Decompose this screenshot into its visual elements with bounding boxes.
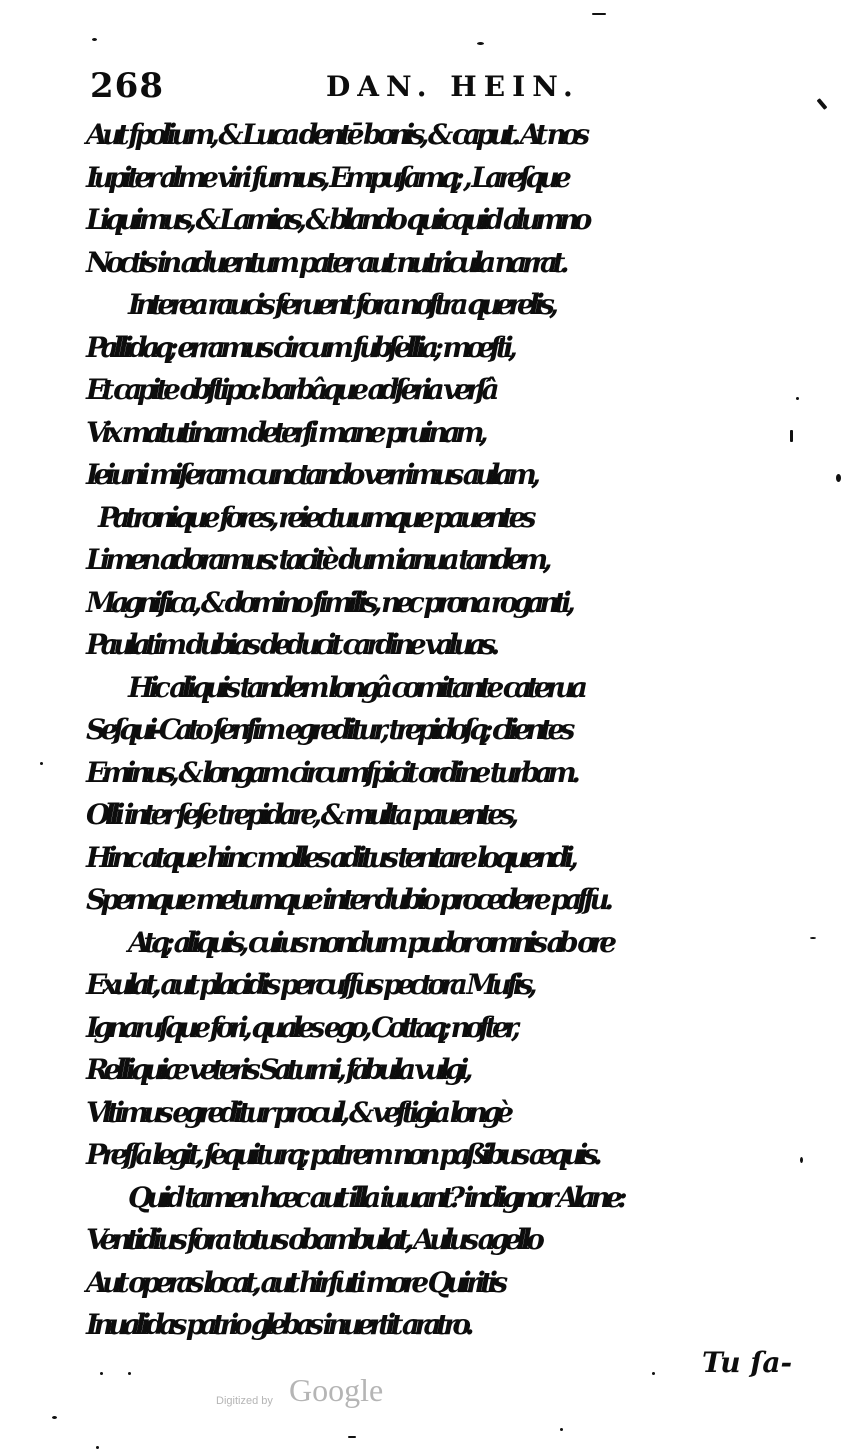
verse-line: Vltimus egreditur procul, & veſtigia longè xyxy=(86,1095,509,1129)
verse-line: Hinc atque hinc molles aditus tentare loquendi, xyxy=(86,840,574,874)
scan-speck xyxy=(560,1428,563,1431)
verse-line: Et capite obſtipo: barbâque adſeria verſâ xyxy=(86,373,494,406)
scan-speck xyxy=(52,1416,57,1419)
verse-line: Atq; aliquis, cuius nondum pudor omnis ab ore xyxy=(128,925,612,959)
scan-speck xyxy=(100,1372,103,1375)
verse-line: Pallidaq; erramus circum ſubſellia; mœſti, xyxy=(86,330,513,364)
page-header xyxy=(90,66,810,110)
verse-line: Preſſa legit, ſequiturq; patrem non paßibus æquis. xyxy=(86,1138,598,1171)
verse-line: Interea raucis feruent fora noſtra querelis, xyxy=(128,288,554,321)
verse-line: Inualidas patrio glebas inuertit aratro. xyxy=(86,1308,469,1341)
scan-speck xyxy=(796,397,799,400)
verse-line: Ieiuni miſeram cunctando verrimus aulam, xyxy=(86,458,536,491)
verse-line: Olli inter ſeſe trepidare, & multa pauentes, xyxy=(86,798,514,831)
scan-speck xyxy=(96,1446,99,1449)
scan-speck xyxy=(128,1372,131,1375)
scan-speck xyxy=(477,42,484,45)
verse-line: Paulatim dubias deducit cardine valuas. xyxy=(86,628,495,661)
verse-line: Seſqui-Cato ſenſim egreditur, trepidoſq; clientes xyxy=(86,713,570,746)
scan-speck xyxy=(92,38,97,41)
watermark-logo: Google xyxy=(289,1372,384,1408)
verse-line: Hic aliquis tandem longâ comitante caterua xyxy=(128,670,583,704)
scan-speck xyxy=(652,1372,655,1375)
page-number: 268 xyxy=(90,66,164,106)
digitization-watermark xyxy=(216,1372,406,1412)
verse-line: Relliquiæ veteris Saturni, fabula vulgi, xyxy=(86,1053,468,1086)
scan-speck xyxy=(592,13,606,15)
verse-line: Iupiter alme viri ſumus, Empuſamq; , Lareſque xyxy=(86,160,567,194)
scan-speck xyxy=(836,474,841,482)
scan-speck xyxy=(348,1436,356,1438)
verse-line: Limen adoramus: tacitè dum ianua tandem, xyxy=(86,543,547,576)
verse-line: Exulat, aut placidis percuſſus pectora Muſis, xyxy=(86,968,532,1001)
verse-line: Vix matutinam deterſi mane pruinam, xyxy=(86,415,484,449)
verse-line: Spemque metumque inter dubio procedere paſſu. xyxy=(86,883,609,916)
watermark-prefix: Digitized by xyxy=(216,1395,273,1407)
verse-line: Aut ſpolium, & Luca dentē bonis, & caput. At nos xyxy=(86,118,585,151)
verse-line: Patronique fores, reiectuumque pauentes xyxy=(98,500,531,534)
verse-line: Noctis in aduentum pater aut nutricula narrat. xyxy=(86,245,564,279)
running-head: DAN. HEIN. xyxy=(326,70,580,103)
catchword: Tu ſa- xyxy=(702,1346,793,1379)
verse-body xyxy=(86,114,816,1347)
verse-line: Ignaruſque fori, quales ego, Cottaq; noſter, xyxy=(86,1010,516,1044)
scan-speck xyxy=(800,1157,803,1163)
verse-line: Magnifica, & domino ſimilis, nec prona roganti, xyxy=(86,585,571,619)
verse-line: Quid tamen hæc aut illa iuuant? indignor Alane: xyxy=(128,1180,623,1214)
scan-speck xyxy=(790,430,793,442)
verse-line: Liquimus, & Lamias, & blando quicquid alumno xyxy=(86,203,587,236)
scan-speck xyxy=(40,762,43,765)
scan-speck xyxy=(817,98,828,110)
verse-line: Eminus, & longam circumſpicit ordine turbam. xyxy=(86,755,576,789)
verse-line: Ventidius fora totus obambulat, Aulus agello xyxy=(86,1223,540,1256)
verse-line: Aut operas locat, aut hirſuti more Quiritis xyxy=(86,1265,503,1299)
scan-speck xyxy=(810,937,816,939)
